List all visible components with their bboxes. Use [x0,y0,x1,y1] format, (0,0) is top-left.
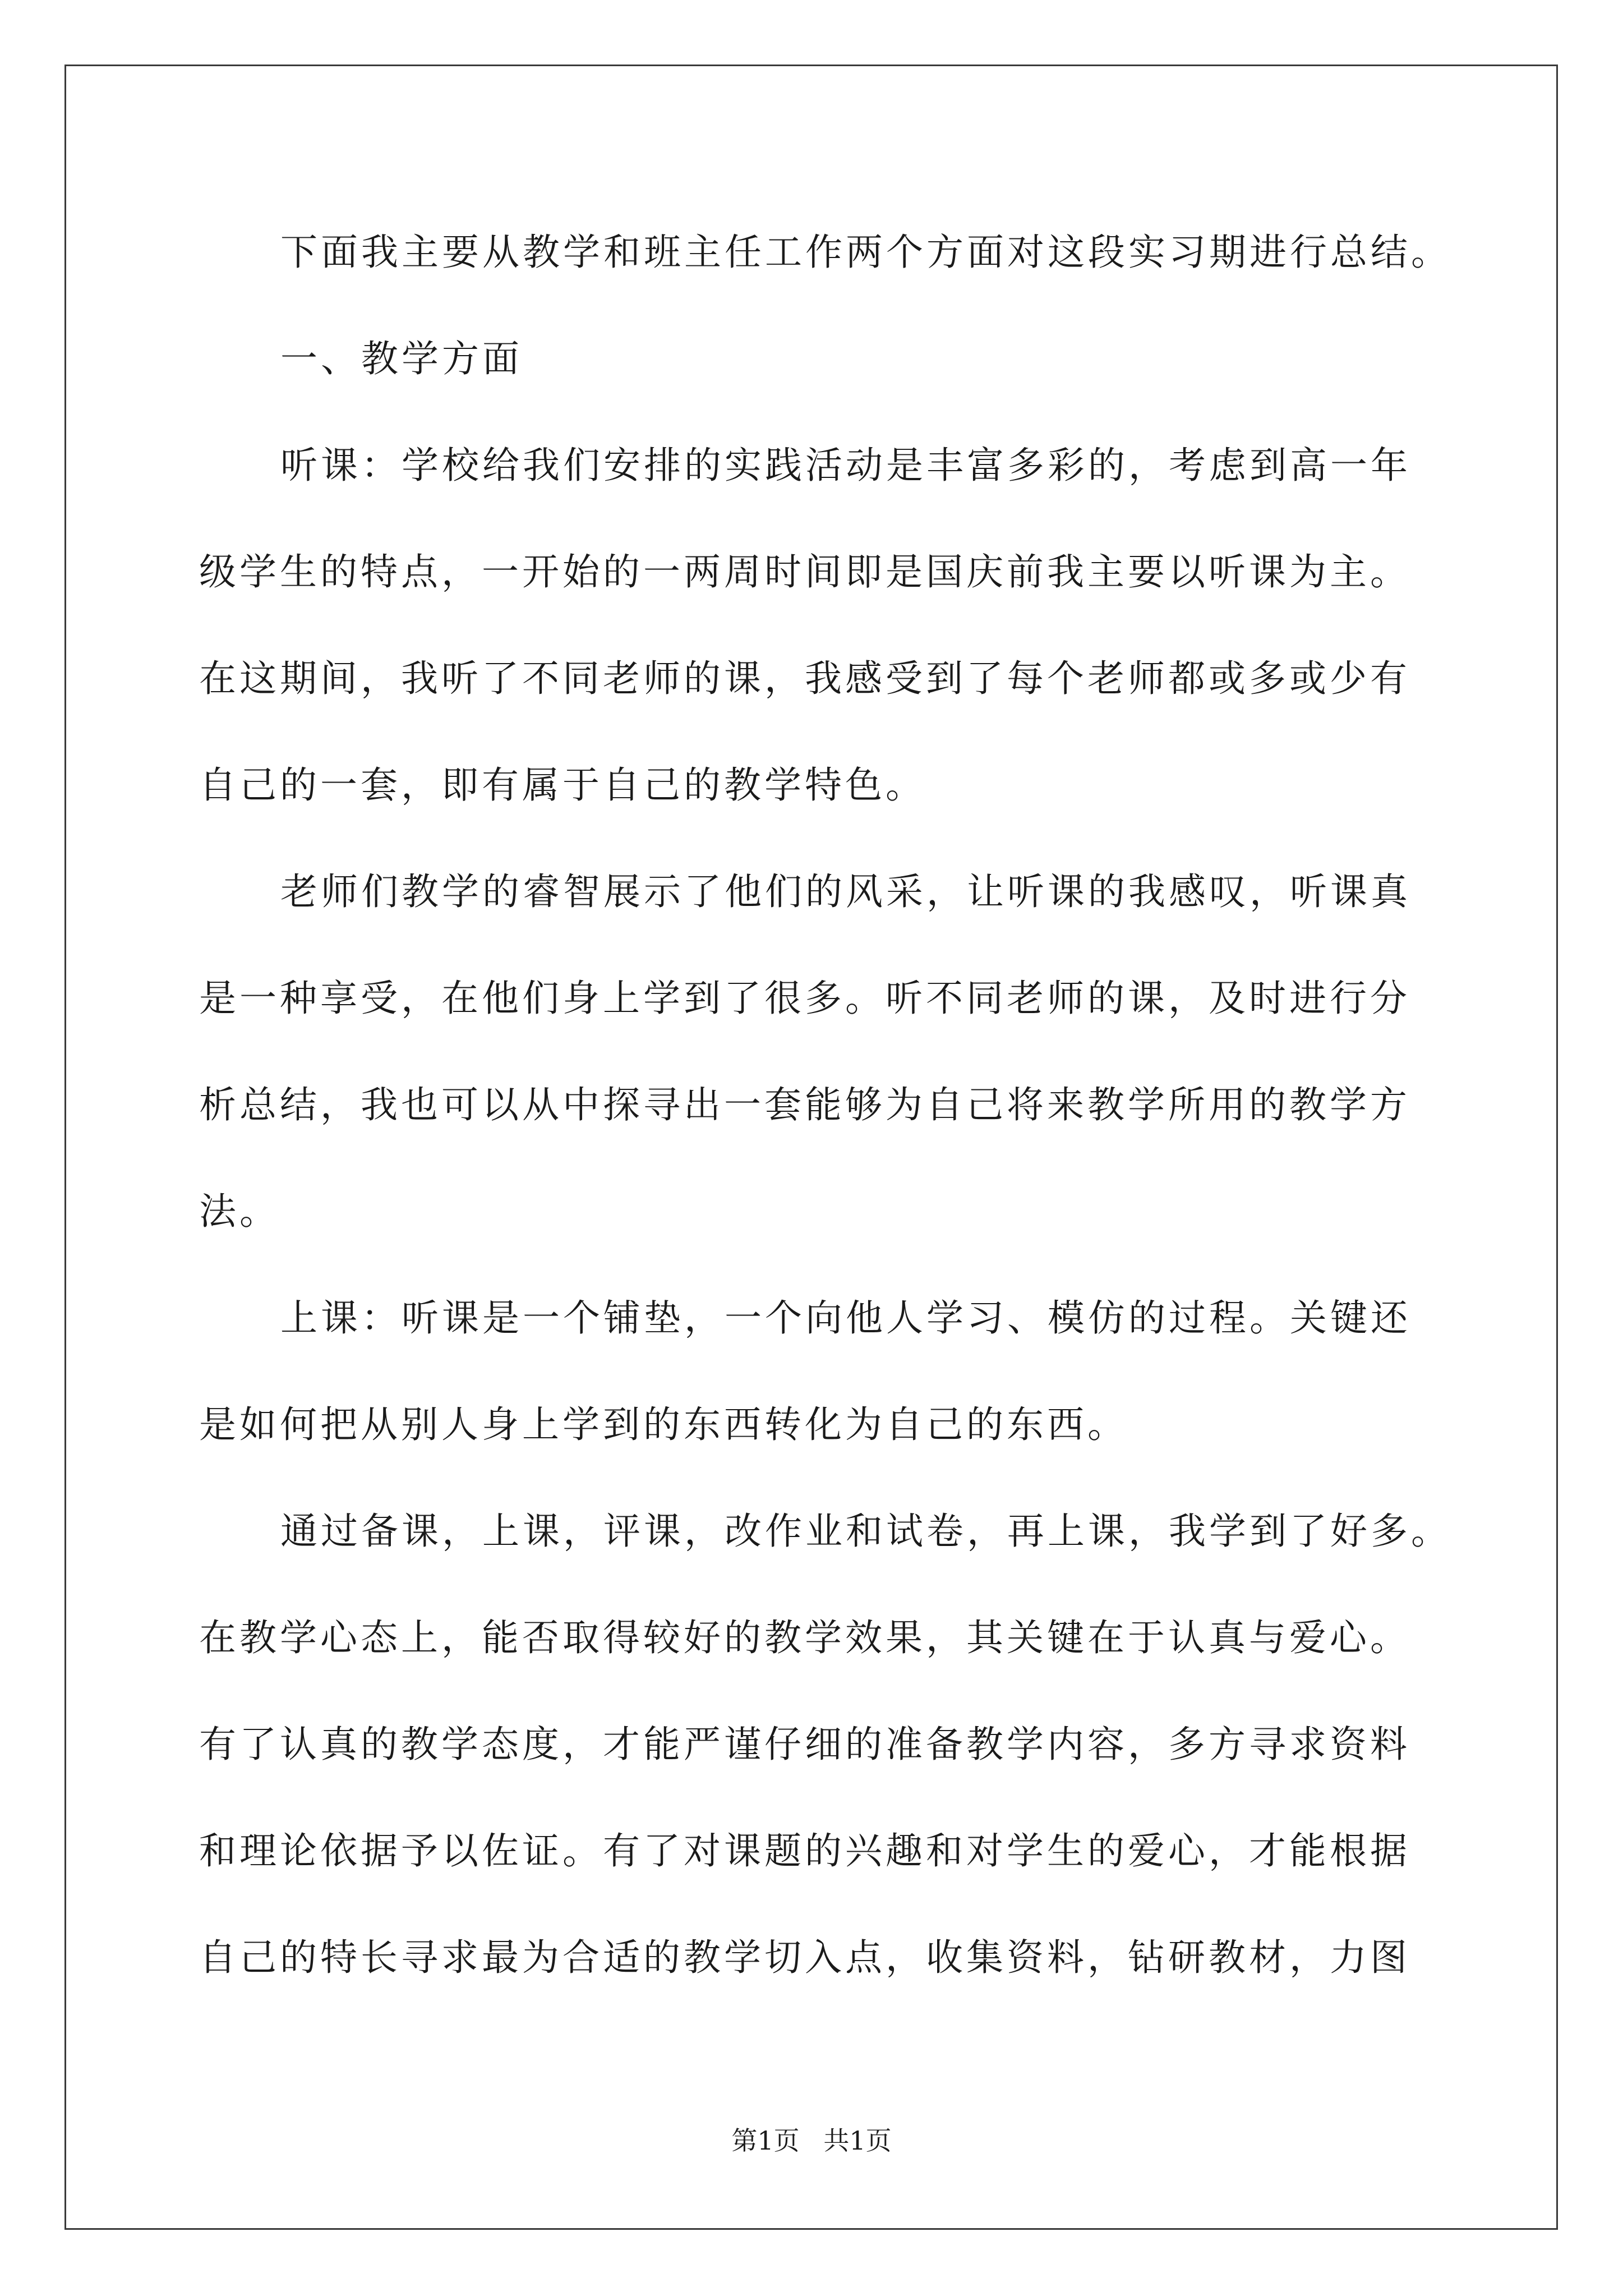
line-text: 上课：听课是一个铺垫，一个向他人学习、模仿的过程。关键还 [280,1296,1411,1340]
line-text: 析总结，我也可以从中探寻出一套能够为自己将来教学所用的教学方 [199,1083,1410,1126]
text-line [199,625,1433,732]
text-line [199,412,1433,519]
text-line [199,306,1433,412]
text-line [199,519,1433,625]
line-text: 是如何把从别人身上学到的东西转化为自己的东西。 [199,1403,1128,1446]
page-number: 第1页 [731,2125,800,2156]
text-line [199,1691,1433,1798]
text-line [199,1372,1433,1478]
line-text: 一、教学方面 [280,337,523,380]
line-text: 级学生的特点，一开始的一两周时间即是国庆前我主要以听课为主。 [199,550,1410,593]
text-line [199,199,1451,306]
line-text: 和理论依据予以佐证。有了对课题的兴趣和对学生的爱心，才能根据 [199,1829,1410,1872]
text-line [199,1265,1433,1372]
line-text: 有了认真的教学态度，才能严谨仔细的准备教学内容，多方寻求资料 [199,1723,1410,1766]
line-text: 在教学心态上，能否取得较好的教学效果，其关键在于认真与爱心。 [199,1616,1410,1659]
line-text: 通过备课，上课，评课，改作业和试卷，再上课，我学到了好多。 [280,1510,1451,1553]
line-text: 老师们教学的睿智展示了他们的风采，让听课的我感叹，听课真 [280,870,1411,913]
text-line [199,1798,1433,1904]
text-line [199,1158,1433,1265]
line-text: 在这期间，我听了不同老师的课，我感受到了每个老师都或多或少有 [199,657,1410,700]
text-line [199,1904,1433,2011]
text-line [199,732,1433,839]
text-line [199,1478,1451,1585]
line-text: 听课：学校给我们安排的实践活动是丰富多彩的，考虑到高一年 [280,444,1411,487]
document-body [199,199,1451,2011]
line-text: 下面我主要从教学和班主任工作两个方面对这段实习期进行总结。 [280,231,1451,274]
text-line [199,1052,1433,1158]
page-total: 共1页 [823,2125,892,2156]
page-footer [0,2120,1623,2157]
line-text: 自己的一套，即有属于自己的教学特色。 [199,763,926,807]
text-line [199,1585,1433,1691]
line-text: 法。 [199,1190,280,1233]
line-text: 自己的特长寻求最为合适的教学切入点，收集资料，钻研教材，力图 [199,1936,1410,1979]
line-text: 是一种享受，在他们身上学到了很多。听不同老师的课，及时进行分 [199,977,1410,1020]
text-line [199,839,1433,945]
text-line [199,945,1433,1052]
